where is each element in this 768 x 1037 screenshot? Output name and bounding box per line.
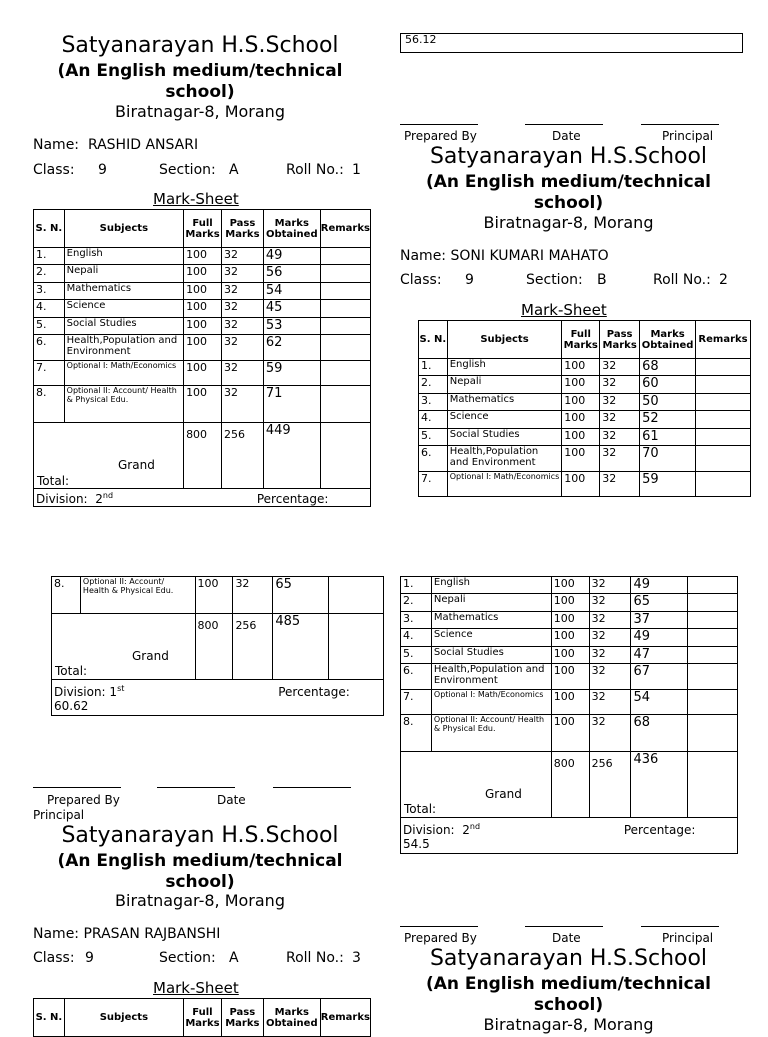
serial: 8. [401, 715, 432, 752]
percentage-value: 60.62 [54, 699, 89, 713]
full-marks: 100 [562, 376, 600, 394]
prepared-by-label: Prepared By [404, 931, 477, 945]
remarks [696, 446, 751, 472]
table-row [419, 376, 751, 394]
roll-label: Roll No.: [286, 950, 344, 966]
roll-value: 1 [352, 162, 361, 178]
marks-obtained: 62 [263, 335, 320, 361]
table-row [34, 386, 371, 423]
student-name-row [33, 926, 220, 942]
serial: 2. [419, 376, 448, 394]
subject: Mathematics [431, 612, 551, 629]
marks-obtained: 59 [640, 472, 696, 497]
remarks [688, 629, 738, 647]
full-marks: 100 [184, 248, 222, 265]
remarks [320, 265, 370, 283]
pass-marks: 32 [222, 265, 264, 283]
pass-marks: 32 [222, 335, 264, 361]
class-value: 9 [98, 162, 107, 178]
pass-marks: 32 [222, 386, 264, 423]
subject: English [64, 248, 183, 265]
marks-obtained: 68 [631, 715, 688, 752]
pass-marks: 32 [600, 376, 640, 394]
full-marks: 100 [562, 394, 600, 411]
serial: 7. [34, 361, 65, 386]
pass-marks: 32 [222, 318, 264, 335]
school-subtitle: (An English medium/technical school) [425, 172, 712, 213]
principal-label: Principal [662, 129, 714, 143]
full-marks: 100 [184, 283, 222, 300]
pass-marks: 32 [589, 629, 631, 647]
pass-marks: 32 [222, 300, 264, 318]
class-label: Class: [400, 272, 442, 288]
signature-line [400, 926, 478, 927]
pass-marks: 32 [222, 248, 264, 265]
remarks [696, 394, 751, 411]
marks-obtained: 47 [631, 647, 688, 664]
remarks [688, 664, 738, 690]
grand-total-label: Grand Total: [34, 423, 184, 489]
school-name: Satyanarayan H.S.School [61, 33, 339, 58]
division-value: 1 [109, 685, 118, 699]
pass-marks: 32 [589, 664, 631, 690]
marksheet-title: Mark-Sheet [153, 979, 239, 997]
pass-marks: 32 [600, 429, 640, 446]
remarks [688, 647, 738, 664]
pass-marks: 32 [600, 394, 640, 411]
remarks [320, 318, 370, 335]
serial: 3. [34, 283, 65, 300]
subject: English [447, 359, 562, 376]
marks-obtained: 49 [631, 629, 688, 647]
marks-table-continued [51, 576, 384, 716]
header-pass-marks: Pass Marks [221, 999, 263, 1037]
table-row [34, 335, 371, 361]
remarks [688, 752, 738, 818]
pass-marks: 32 [222, 361, 264, 386]
serial: 1. [419, 359, 448, 376]
school-name: Satyanarayan H.S.School [61, 823, 339, 848]
section-value: B [597, 272, 607, 288]
subject: Health,Population and Environment [431, 664, 551, 690]
principal-label: Principal [662, 931, 714, 945]
full-marks: 100 [184, 265, 222, 283]
marks-total: 436 [631, 752, 688, 818]
marks-obtained: 37 [631, 612, 688, 629]
subject: Optional I: Math/Economics [64, 361, 183, 386]
header-marks-obtained: Marks Obtained [263, 999, 320, 1037]
signature-line [641, 926, 719, 927]
remarks [320, 423, 370, 489]
signature-line [273, 787, 351, 788]
subject: Social Studies [431, 647, 551, 664]
serial: 3. [401, 612, 432, 629]
date-label: Date [552, 931, 581, 945]
section-label: Section: [526, 272, 583, 288]
table-row [34, 300, 371, 318]
pass-total: 256 [233, 614, 273, 680]
remarks [696, 411, 751, 429]
name-label: Name: [33, 137, 80, 153]
percentage-value: 54.5 [403, 837, 430, 851]
remarks [696, 472, 751, 497]
header-remarks: Remarks [320, 210, 370, 248]
subject: Social Studies [447, 429, 562, 446]
division-row: Division: 2nd Percentage: 54.5 [401, 818, 738, 854]
pass-marks: 32 [589, 647, 631, 664]
marksheet-title: Mark-Sheet [153, 190, 239, 208]
division-row: Division: 1st Percentage: 60.62 [52, 680, 384, 716]
full-marks: 100 [551, 594, 589, 612]
grand-total-row [401, 752, 738, 818]
marks-table [33, 209, 371, 507]
marks-obtained: 71 [263, 386, 320, 423]
full-total: 800 [195, 614, 233, 680]
date-label: Date [217, 793, 246, 807]
full-total: 800 [551, 752, 589, 818]
subject: Mathematics [64, 283, 183, 300]
school-address: Biratnagar-8, Morang [483, 1015, 654, 1034]
remarks [320, 386, 370, 423]
full-marks: 100 [184, 318, 222, 335]
remarks [320, 335, 370, 361]
pass-total: 256 [222, 423, 264, 489]
subject: Science [64, 300, 183, 318]
serial: 5. [419, 429, 448, 446]
full-marks: 100 [551, 664, 589, 690]
subject: Mathematics [447, 394, 562, 411]
full-marks: 100 [184, 335, 222, 361]
signature-line [525, 124, 603, 125]
serial: 1. [401, 577, 432, 594]
header-pass-marks: Pass Marks [600, 321, 640, 359]
subject: Nepali [447, 376, 562, 394]
table-row [419, 359, 751, 376]
marks-obtained: 53 [263, 318, 320, 335]
table-row [34, 283, 371, 300]
full-marks: 100 [195, 577, 233, 614]
remarks [320, 361, 370, 386]
serial: 4. [34, 300, 65, 318]
marks-table-header [33, 998, 371, 1037]
division-value: 2 [462, 823, 470, 837]
subject: Optional I: Math/Economics [431, 690, 551, 715]
grand-total-row [52, 614, 384, 680]
marks-table [400, 576, 738, 854]
marks-obtained: 68 [640, 359, 696, 376]
header-full-marks: Full Marks [562, 321, 600, 359]
pass-marks: 32 [600, 359, 640, 376]
grand-total-row [34, 423, 371, 489]
roll-label: Roll No.: [653, 272, 711, 288]
subject: Optional I: Math/Economics [447, 472, 562, 497]
remarks [320, 283, 370, 300]
header-sn: S. N. [34, 999, 65, 1037]
remarks [688, 715, 738, 752]
roll-label: Roll No.: [286, 162, 344, 178]
serial: 3. [419, 394, 448, 411]
pass-marks: 32 [233, 577, 273, 614]
class-value: 9 [465, 272, 474, 288]
full-marks: 100 [184, 300, 222, 318]
student-name: PRASAN RAJBANSHI [83, 926, 221, 942]
principal-label: Principal [33, 808, 85, 822]
table-row [401, 577, 738, 594]
name-label: Name: [400, 248, 447, 264]
full-marks: 100 [562, 429, 600, 446]
serial: 7. [419, 472, 448, 497]
school-address: Biratnagar-8, Morang [115, 102, 285, 121]
full-marks: 100 [551, 690, 589, 715]
header-marks-obtained: Marks Obtained [640, 321, 696, 359]
section-value: A [229, 162, 239, 178]
table-row [52, 577, 384, 614]
division-row: Division: 2nd Percentage: [34, 489, 371, 507]
school-address: Biratnagar-8, Morang [115, 891, 285, 910]
serial: 8. [34, 386, 65, 423]
class-value: 9 [85, 950, 94, 966]
marks-obtained: 50 [640, 394, 696, 411]
name-label: Name: [33, 926, 80, 942]
school-name: Satyanarayan H.S.School [429, 946, 708, 971]
remarks [696, 429, 751, 446]
pass-marks: 32 [600, 446, 640, 472]
serial: 5. [34, 318, 65, 335]
signature-line [157, 787, 235, 788]
prepared-by-label: Prepared By [47, 793, 120, 807]
full-marks: 100 [562, 472, 600, 497]
remarks [696, 376, 751, 394]
full-marks: 100 [551, 577, 589, 594]
signature-line [525, 926, 603, 927]
marks-obtained: 70 [640, 446, 696, 472]
pass-marks: 32 [589, 690, 631, 715]
prepared-by-label: Prepared By [404, 129, 477, 143]
marks-obtained: 52 [640, 411, 696, 429]
full-marks: 100 [562, 446, 600, 472]
header-pass-marks: Pass Marks [222, 210, 264, 248]
student-name-row [400, 248, 609, 264]
full-marks: 100 [562, 359, 600, 376]
grand-total-label: Grand Total: [401, 752, 552, 818]
serial: 6. [419, 446, 448, 472]
subject: Optional II: Account/ Health & Physical Edu. [431, 715, 551, 752]
marks-obtained: 54 [263, 283, 320, 300]
signature-line [33, 787, 121, 788]
table-row [419, 446, 751, 472]
subject: English [431, 577, 551, 594]
table-row [419, 429, 751, 446]
table-row [401, 664, 738, 690]
marks-obtained: 59 [263, 361, 320, 386]
pass-marks: 32 [589, 577, 631, 594]
marks-obtained: 61 [640, 429, 696, 446]
marks-obtained: 67 [631, 664, 688, 690]
pass-marks: 32 [589, 594, 631, 612]
marksheet-title: Mark-Sheet [521, 301, 607, 319]
marks-obtained: 56 [263, 265, 320, 283]
table-row [401, 594, 738, 612]
header-remarks: Remarks [696, 321, 751, 359]
header-marks-obtained: Marks Obtained [263, 210, 320, 248]
table-row [419, 472, 751, 497]
date-label: Date [552, 129, 581, 143]
roll-value: 2 [719, 272, 728, 288]
table-row [401, 647, 738, 664]
subject: Health,Population and Environment [447, 446, 562, 472]
subject: Health,Population and Environment [64, 335, 183, 361]
pass-marks: 32 [600, 411, 640, 429]
serial: 5. [401, 647, 432, 664]
marks-total: 485 [273, 614, 329, 680]
remarks [688, 612, 738, 629]
full-marks: 100 [562, 411, 600, 429]
pass-marks: 32 [222, 283, 264, 300]
table-row [34, 248, 371, 265]
signature-line [641, 124, 719, 125]
full-marks: 100 [551, 715, 589, 752]
full-total: 800 [184, 423, 222, 489]
remarks [320, 248, 370, 265]
serial: 6. [34, 335, 65, 361]
marks-obtained: 60 [640, 376, 696, 394]
remarks [688, 577, 738, 594]
full-marks: 100 [184, 361, 222, 386]
header-sn: S. N. [419, 321, 448, 359]
remarks [696, 359, 751, 376]
marks-obtained: 54 [631, 690, 688, 715]
marks-obtained: 65 [273, 577, 329, 614]
header-sn: S. N. [34, 210, 65, 248]
serial: 7. [401, 690, 432, 715]
section-label: Section: [159, 162, 216, 178]
serial: 8. [52, 577, 81, 614]
school-address: Biratnagar-8, Morang [483, 213, 654, 232]
header-subjects: Subjects [64, 210, 183, 248]
school-subtitle: (An English medium/technical school) [57, 61, 343, 102]
subject: Science [431, 629, 551, 647]
division-value: 2 [95, 492, 103, 506]
subject: Optional II: Account/ Health & Physical Edu. [64, 386, 183, 423]
school-subtitle: (An English medium/technical school) [425, 974, 712, 1015]
marks-obtained: 65 [631, 594, 688, 612]
subject: Science [447, 411, 562, 429]
remarks [688, 690, 738, 715]
marks-obtained: 45 [263, 300, 320, 318]
marks-obtained: 49 [263, 248, 320, 265]
table-row [419, 411, 751, 429]
header-subjects: Subjects [447, 321, 562, 359]
class-label: Class: [33, 162, 75, 178]
pass-marks: 32 [589, 715, 631, 752]
serial: 2. [34, 265, 65, 283]
signature-line [400, 124, 478, 125]
class-label: Class: [33, 950, 75, 966]
remarks [329, 614, 384, 680]
school-subtitle: (An English medium/technical school) [57, 851, 343, 892]
marks-total: 449 [263, 423, 320, 489]
table-row [401, 715, 738, 752]
marks-obtained: 49 [631, 577, 688, 594]
table-row [401, 612, 738, 629]
marks-table [418, 320, 751, 497]
subject: Nepali [431, 594, 551, 612]
subject: Social Studies [64, 318, 183, 335]
header-full-marks: Full Marks [184, 210, 222, 248]
subject: Nepali [64, 265, 183, 283]
pass-marks: 32 [589, 612, 631, 629]
serial: 2. [401, 594, 432, 612]
table-row [34, 361, 371, 386]
serial: 6. [401, 664, 432, 690]
remarks [320, 300, 370, 318]
student-name: SONI KUMARI MAHATO [450, 248, 609, 264]
header-subjects: Subjects [64, 999, 183, 1037]
section-value: A [229, 950, 239, 966]
full-marks: 100 [184, 386, 222, 423]
roll-value: 3 [352, 950, 361, 966]
table-row [34, 265, 371, 283]
subject: Optional II: Account/ Health & Physical Edu. [80, 577, 195, 614]
student-name: RASHID ANSARI [87, 137, 199, 153]
serial: 1. [34, 248, 65, 265]
section-label: Section: [159, 950, 216, 966]
student-name-row [33, 137, 198, 153]
serial: 4. [401, 629, 432, 647]
school-name: Satyanarayan H.S.School [429, 144, 708, 169]
header-full-marks: Full Marks [183, 999, 221, 1037]
full-marks: 100 [551, 647, 589, 664]
table-row [401, 690, 738, 715]
pass-total: 256 [589, 752, 631, 818]
remarks [688, 594, 738, 612]
header-remarks: Remarks [320, 999, 370, 1037]
remarks [329, 577, 384, 614]
serial: 4. [419, 411, 448, 429]
table-row [401, 629, 738, 647]
full-marks: 100 [551, 629, 589, 647]
grand-total-label: Grand Total: [52, 614, 196, 680]
table-row [419, 394, 751, 411]
pass-marks: 32 [600, 472, 640, 497]
table-row [34, 318, 371, 335]
percentage-box-top: 56.12 [400, 33, 743, 53]
full-marks: 100 [551, 612, 589, 629]
